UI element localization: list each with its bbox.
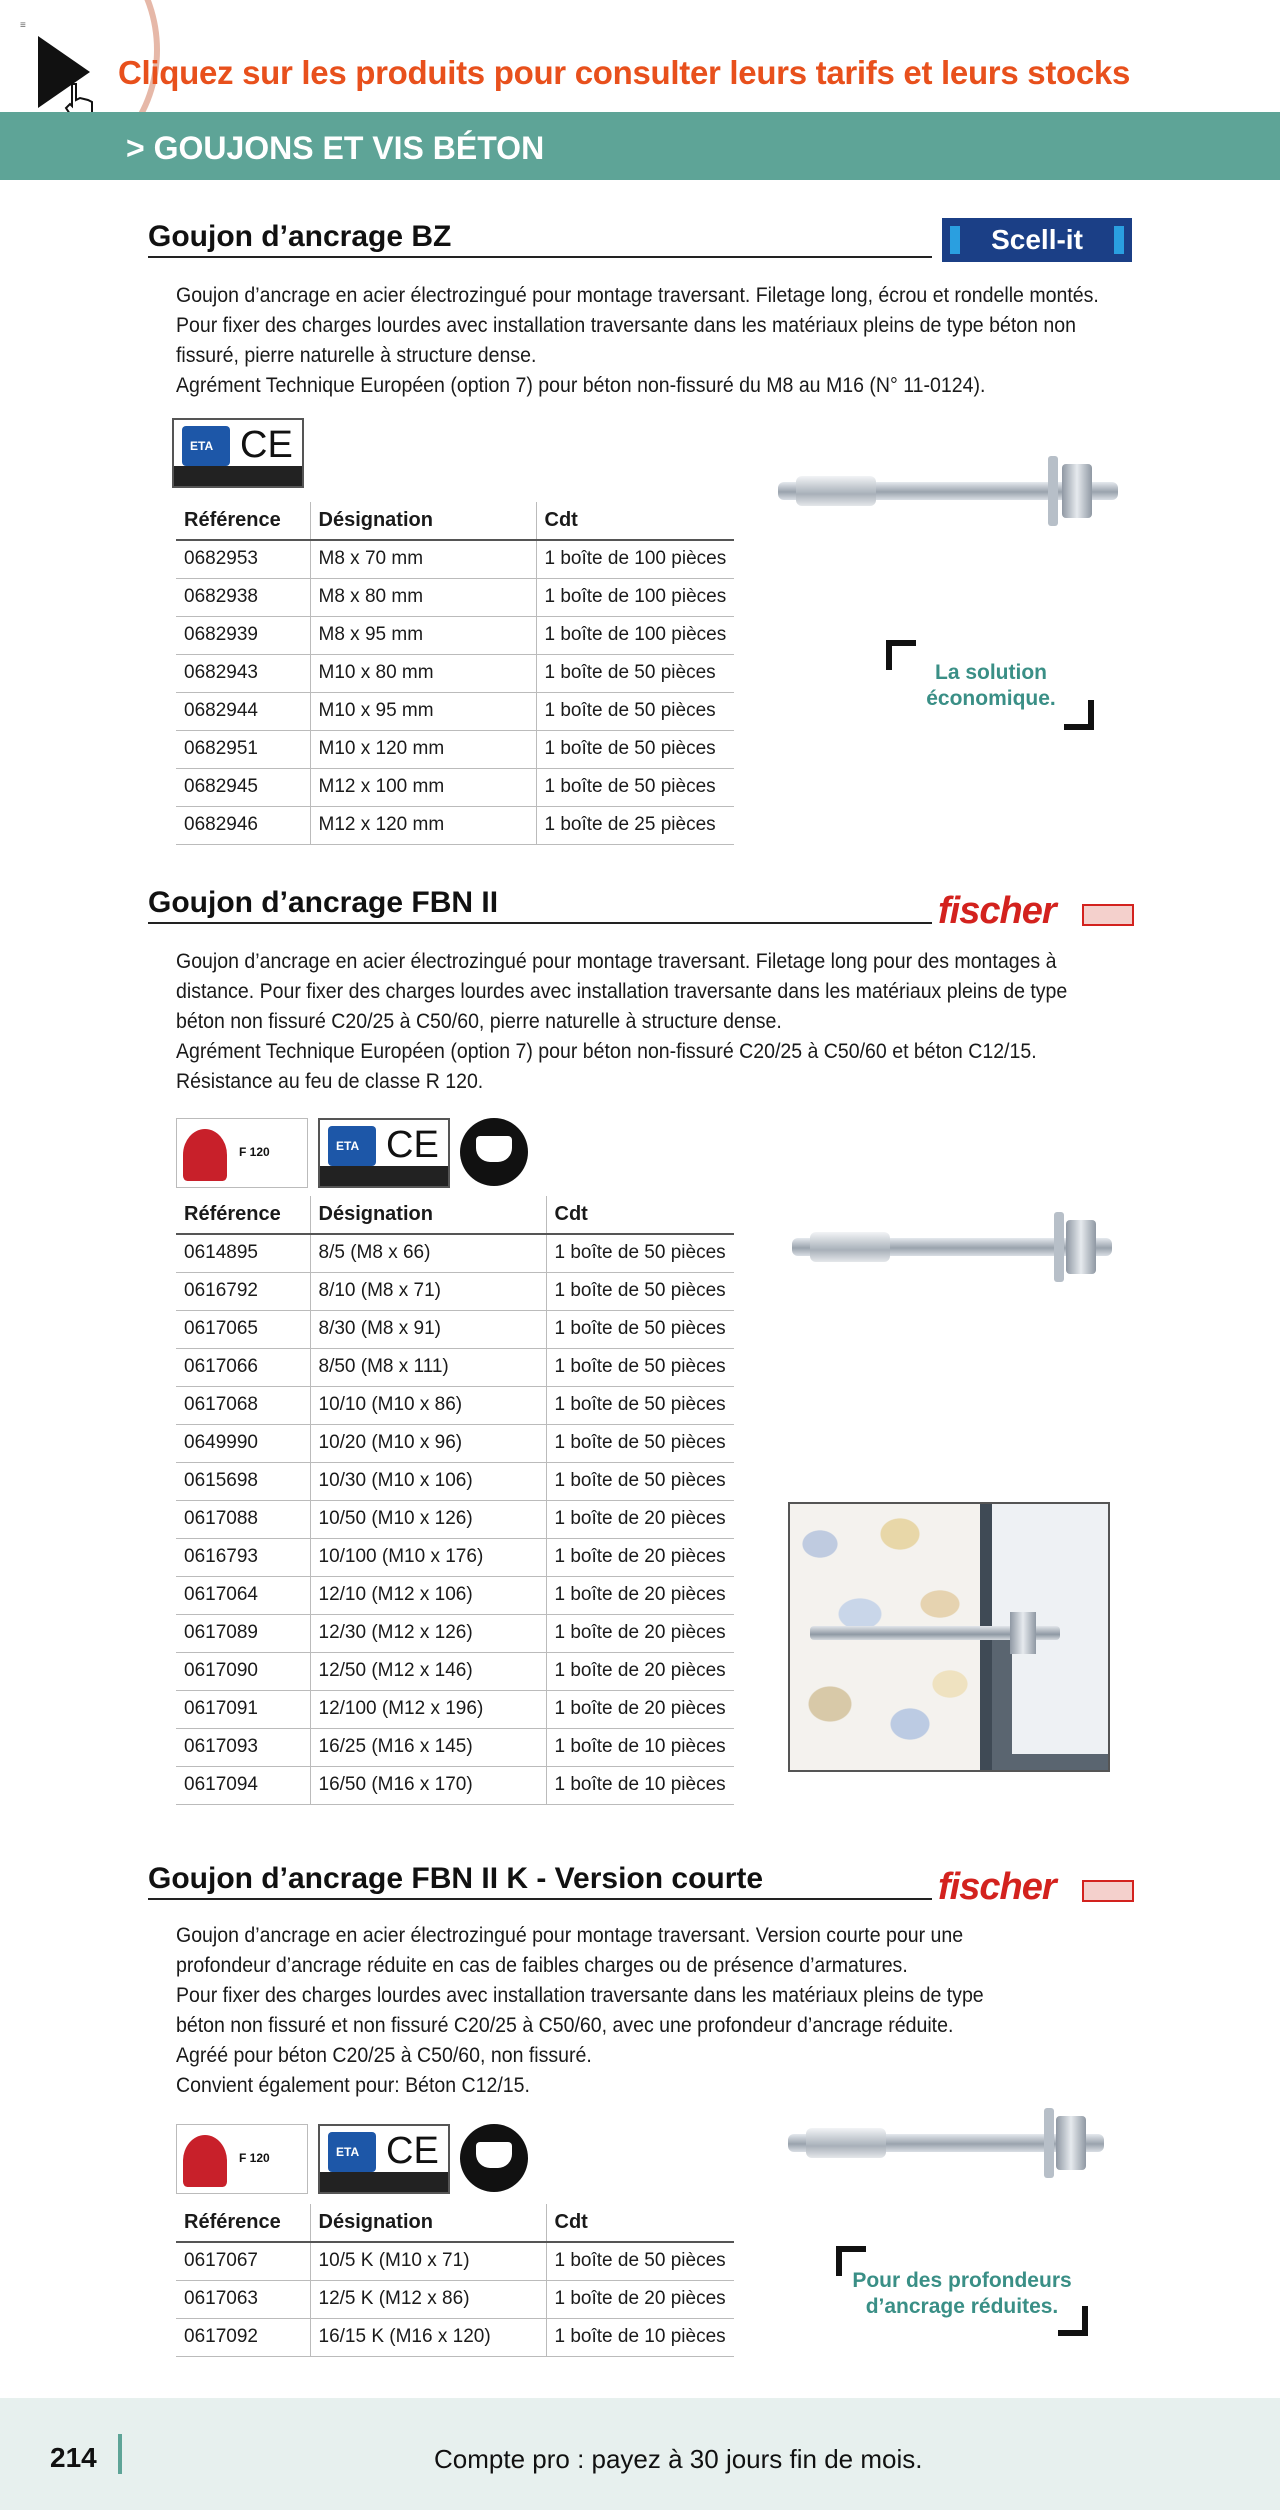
callout-text: Pour des profondeurs d’ancrage réduites.	[852, 2269, 1072, 2318]
product-title[interactable]: Goujon d’ancrage FBN II	[148, 886, 499, 919]
page-number: 214	[50, 2442, 97, 2473]
col-designation: Désignation	[310, 502, 536, 540]
anchor-bolt-image[interactable]	[792, 1232, 1112, 1258]
cta-banner-text[interactable]: Cliquez sur les produits pour consulter leurs tarifs et leurs stocks	[118, 54, 1131, 91]
col-designation: Désignation	[310, 2204, 546, 2242]
scell-it-logo: Scell-it	[942, 218, 1132, 262]
callout-corner-bottom	[1064, 700, 1094, 730]
table-row[interactable]: 0682938 M8 x 80 mm 1 boîte de 100 pièces	[176, 578, 734, 616]
fischer-logo: fischer	[938, 1866, 1056, 1908]
eta-icon	[328, 1126, 376, 1166]
callout-corner-bottom	[1058, 2306, 1088, 2336]
table-row[interactable]: 0682946 M12 x 120 mm 1 boîte de 25 pièces	[176, 806, 734, 844]
table-row[interactable]: 0682953 M8 x 70 mm 1 boîte de 100 pièces	[176, 540, 734, 578]
table-row[interactable]: 0617067 10/5 K (M10 x 71) 1 boîte de 50 pièces	[176, 2242, 734, 2280]
title-rule	[148, 1898, 932, 1900]
flame-icon	[183, 2135, 227, 2187]
col-cdt: Cdt	[546, 1196, 734, 1234]
table-row[interactable]: 0617063 12/5 K (M12 x 86) 1 boîte de 20 pièces	[176, 2280, 734, 2318]
table-row[interactable]: 0617089 12/30 (M12 x 126) 1 boîte de 20 pièces	[176, 1614, 734, 1652]
table-row[interactable]: 0682951 M10 x 120 mm 1 boîte de 50 pièces	[176, 730, 734, 768]
col-designation: Désignation	[310, 1196, 546, 1234]
title-rule	[148, 256, 932, 258]
section-title: > GOUJONS ET VIS BÉTON	[126, 130, 545, 166]
eta-ce-certification-icon	[318, 2124, 450, 2194]
ce-mark-icon: CE	[386, 1124, 439, 1166]
table-row[interactable]: 0617094 16/50 (M16 x 170) 1 boîte de 10 pièces	[176, 1766, 734, 1804]
table-row[interactable]: 0617066 8/50 (M8 x 111) 1 boîte de 50 pièces	[176, 1348, 734, 1386]
table-row[interactable]: 0617091 12/100 (M12 x 196) 1 boîte de 20 pièces	[176, 1690, 734, 1728]
callout-text: La solution économique.	[926, 661, 1056, 710]
table-row[interactable]: 0617064 12/10 (M12 x 106) 1 boîte de 20 pièces	[176, 1576, 734, 1614]
col-reference: Référence	[176, 502, 310, 540]
table-row[interactable]: 0682939 M8 x 95 mm 1 boîte de 100 pièces	[176, 616, 734, 654]
footer-text: Compte pro : payez à 30 jours fin de mois.	[434, 2444, 923, 2474]
through-fixing-icon	[460, 1118, 528, 1186]
table-row[interactable]: 0649990 10/20 (M10 x 96) 1 boîte de 50 pièces	[176, 1424, 734, 1462]
installation-diagram	[788, 1502, 1110, 1772]
menu-icon[interactable]: ≡	[20, 20, 26, 31]
fischer-logo: fischer	[938, 890, 1056, 932]
ce-mark-icon: CE	[240, 424, 293, 466]
fischer-box-icon	[1082, 1880, 1134, 1902]
ce-mark-icon: CE	[386, 2130, 439, 2172]
eta-icon	[328, 2132, 376, 2172]
anchor-bolt-image[interactable]	[778, 476, 1118, 502]
title-rule	[148, 922, 932, 924]
product-table	[176, 2204, 734, 2357]
table-row[interactable]: 0614895 8/5 (M8 x 66) 1 boîte de 50 pièces	[176, 1234, 734, 1272]
table-row[interactable]: 0682944 M10 x 95 mm 1 boîte de 50 pièces	[176, 692, 734, 730]
eta-ce-certification-icon	[318, 1118, 450, 1188]
through-fixing-icon	[460, 2124, 528, 2192]
anchor-bolt-image[interactable]	[788, 2128, 1104, 2154]
table-row[interactable]: 0617065 8/30 (M8 x 91) 1 boîte de 50 pièces	[176, 1310, 734, 1348]
eta-ce-certification-icon	[172, 418, 304, 488]
fischer-box-icon	[1082, 904, 1134, 926]
product-title[interactable]: Goujon d’ancrage FBN II K - Version courte	[148, 1862, 764, 1895]
flame-icon	[183, 1129, 227, 1181]
table-row[interactable]: 0615698 10/30 (M10 x 106) 1 boîte de 50 pièces	[176, 1462, 734, 1500]
footer-separator	[118, 2434, 122, 2474]
table-row[interactable]: 0682945 M12 x 100 mm 1 boîte de 50 pièces	[176, 768, 734, 806]
table-row[interactable]: 0616792 8/10 (M8 x 71) 1 boîte de 50 pièces	[176, 1272, 734, 1310]
eta-icon	[182, 426, 230, 466]
product-table	[176, 502, 734, 845]
col-reference: Référence	[176, 1196, 310, 1234]
table-row[interactable]: 0617092 16/15 K (M16 x 120) 1 boîte de 10 pièces	[176, 2318, 734, 2356]
product-title[interactable]: Goujon d’ancrage BZ	[148, 220, 452, 253]
col-cdt: Cdt	[536, 502, 734, 540]
table-row[interactable]: 0617090 12/50 (M12 x 146) 1 boîte de 20 pièces	[176, 1652, 734, 1690]
table-row[interactable]: 0617093 16/25 (M16 x 145) 1 boîte de 10 pièces	[176, 1728, 734, 1766]
table-row[interactable]: 0616793 10/100 (M10 x 176) 1 boîte de 20 pièces	[176, 1538, 734, 1576]
col-reference: Référence	[176, 2204, 310, 2242]
fire-resistance-icon: F 120	[176, 2124, 308, 2194]
table-row[interactable]: 0617068 10/10 (M10 x 86) 1 boîte de 50 pièces	[176, 1386, 734, 1424]
top-banner	[0, 0, 1280, 180]
col-cdt: Cdt	[546, 2204, 734, 2242]
fire-resistance-icon: F 120	[176, 1118, 308, 1188]
product-table	[176, 1196, 734, 1805]
table-row[interactable]: 0682943 M10 x 80 mm 1 boîte de 50 pièces	[176, 654, 734, 692]
table-row[interactable]: 0617088 10/50 (M10 x 126) 1 boîte de 20 pièces	[176, 1500, 734, 1538]
